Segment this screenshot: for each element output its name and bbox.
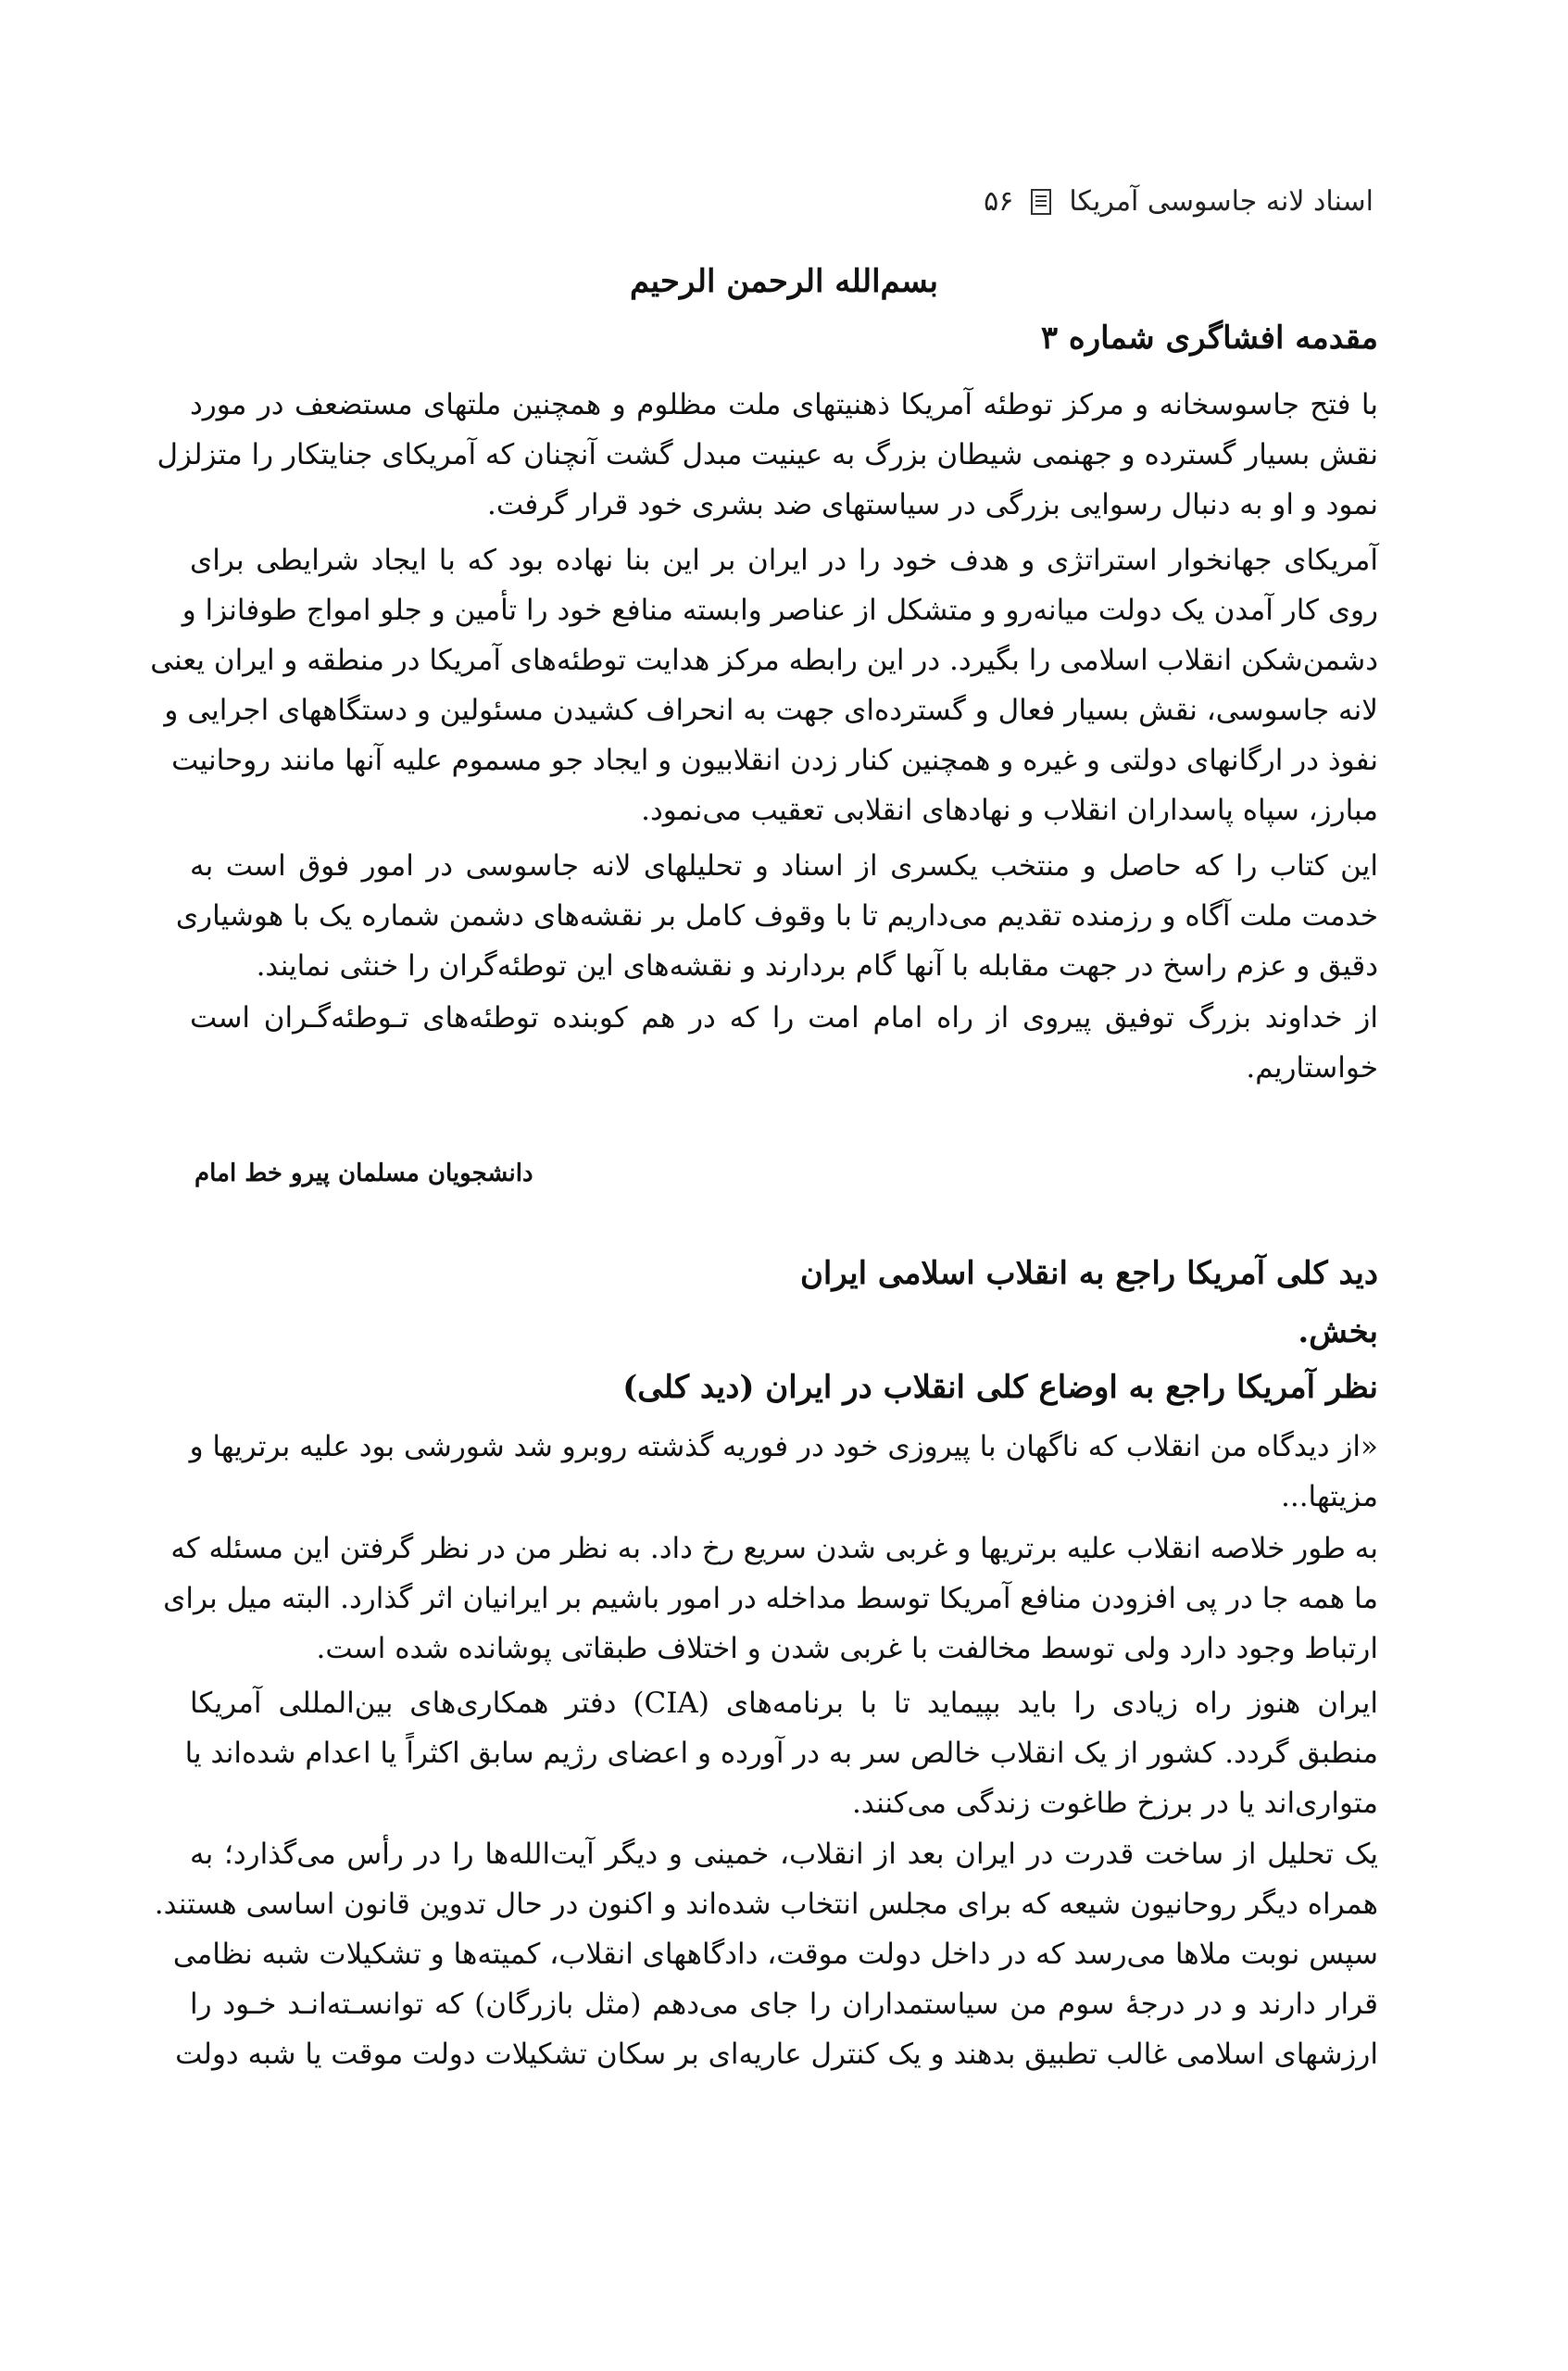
book-icon <box>1030 188 1052 216</box>
section-paragraph-1 <box>163 1524 1378 1674</box>
text-line: روی کار آمدن یک دولت میانه‌رو و متشکل از عناصر وابسته منافع خود را تأمین و جلو امواج طوفانزا و <box>182 594 1378 627</box>
section-heading: دید کلی آمریکا راجع به انقلاب اسلامی ایران <box>799 1255 1378 1292</box>
section-paragraph-2 <box>184 1678 1378 1828</box>
intro-paragraph-2 <box>150 535 1378 835</box>
running-header <box>984 185 1374 218</box>
text-line: نمود و او به دنبال رسوایی بزرگی در سیاستهای ضد بشری خود قرار گرفت. <box>487 488 1378 521</box>
text-line: ایران هنوز راه زیادی را باید بپیماید تا با برنامه‌های (CIA) دفتر همکاری‌های بین‌المللی آمریکا <box>190 1687 1378 1720</box>
text-line: همراه دیگر روحانیون شیعه که برای مجلس انتخاب شده‌اند و اکنون در حال تدوین قانون اساسی هستند. <box>154 1888 1378 1921</box>
text-line: نفوذ در ارگانهای دولتی و غیره و همچنین کنار زدن انقلابیون و ایجاد جو مسموم علیه آنها مانند روحانیت <box>171 744 1378 777</box>
text-line: متواری‌اند یا در برزخ طاغوت زندگی می‌کنند. <box>851 1787 1378 1820</box>
book-title: اسناد لانه جاسوسی آمریکا <box>1069 185 1374 218</box>
text-line: از خداوند بزرگ توفیق پیروی از راه امام امت را که در هم کوبنده توطئه‌های تـوطئه‌گـران است <box>190 1001 1378 1035</box>
text-line: ما همه جا در پی افزودن منافع آمریکا توسط مداخله در امور باشیم بر ایرانیان اثر گذارد. البته میل برای <box>163 1582 1378 1615</box>
text-line: ارتباط وجود دارد ولی توسط مخالفت با غربی شدن و اختلاف طبقاتی پوشانده شده است. <box>316 1632 1378 1665</box>
text-line: منطبق گردد. کشور از یک انقلاب خالص سر به در آورده و اعضای رژیم سابق اکثراً یا اعدام شده‌اند یا <box>184 1737 1378 1770</box>
intro-paragraph-3 <box>175 841 1378 991</box>
text-line: سپس نوبت ملاها می‌رسد که در داخل دولت موقت، دادگاههای انقلاب، کمیته‌ها و تشکیلات شبه نظامی <box>172 1938 1378 1971</box>
text-line: مبارز، سپاه پاسداران انقلاب و نهادهای انقلابی تعقیب می‌نمود. <box>641 794 1378 827</box>
text-line: با فتح جاسوسخانه و مرکز توطئه آمریکا ذهنیتهای ملت مظلوم و همچنین ملتهای مستضعف در مورد <box>190 388 1378 421</box>
page-number: ۵۶ <box>984 185 1014 218</box>
signature: دانشجویان مسلمان پیرو خط امام <box>194 1160 533 1187</box>
text-line: قرار دارند و در درجهٔ سوم من سیاستمداران را جای می‌دهم (مثل بازرگان) که توانسـته‌انـد خـود را <box>190 1988 1378 2021</box>
text-line: خواستاریم. <box>1246 1051 1378 1085</box>
intro-paragraph-4 <box>190 993 1378 1093</box>
text-line: مزیتها... <box>1281 1480 1378 1513</box>
basmala: بسم‌الله الرحمن الرحیم <box>630 263 938 300</box>
quote-paragraph <box>190 1422 1378 1522</box>
section-subheading: بخش. <box>1298 1313 1378 1350</box>
text-line: آمریکای جهانخوار استراتژی و هدف خود را در ایران بر این بنا نهاده بود که با ایجاد شرایطی برای <box>190 544 1378 577</box>
text-line: دقیق و عزم راسخ در جهت مقابله با آنها گام بردارند و نقشه‌های این توطئه‌گران را خنثی نمایند. <box>256 949 1378 983</box>
text-line: نقش بسیار گسترده و جهنمی شیطان بزرگ به عینیت مبدل گشت آنچنان که آمریکای جنایتکار را متزلزل <box>157 438 1378 471</box>
text-line: خدمت ملت آگاه و رزمنده تقدیم می‌داریم تا با وقوف کامل بر نقشه‌های دشمن شماره یک با هوشیاری <box>175 899 1378 933</box>
text-line: لانه جاسوسی، نقش بسیار فعال و گسترده‌ای جهت به انحراف کشیدن مسئولین و دستگاههای اجرایی و <box>164 694 1378 727</box>
text-line: به طور خلاصه انقلاب علیه برتریها و غربی شدن سریع رخ داد. به نظر من در نظر گرفتن این مسئله که <box>170 1532 1378 1565</box>
text-line: «از دیدگاه من انقلاب که ناگهان با پیروزی خود در فوریه گذشته روبرو شد شورشی بود علیه برتریها و <box>189 1430 1378 1463</box>
text-line: دشمن‌شکن انقلاب اسلامی را بگیرد. در این رابطه مرکز هدایت توطئه‌های آمریکا در منطقه و ایران یعنی <box>150 644 1378 677</box>
text-line: این کتاب را که حاصل و منتخب یکسری از اسناد و تحلیلهای لانه جاسوسی در امور فوق است به <box>190 849 1378 883</box>
section-paragraph-3 <box>154 1829 1378 2079</box>
intro-heading: مقدمه افشاگری شماره ۳ <box>1040 320 1378 357</box>
text-line: ارزشهای اسلامی غالب تطبیق بدهند و یک کنترل عاریه‌ای بر سکان تشکیلات دولت موقت یا شبه دولت <box>175 2038 1378 2071</box>
intro-paragraph-1 <box>157 380 1378 530</box>
section-topic-heading: نظر آمریکا راجع به اوضاع کلی انقلاب در ایران (دید کلی) <box>622 1369 1378 1406</box>
text-line: یک تحلیل از ساخت قدرت در ایران بعد از انقلاب، خمینی و دیگر آیت‌الله‌ها را در رأس می‌گذارد؛ به <box>190 1838 1378 1871</box>
